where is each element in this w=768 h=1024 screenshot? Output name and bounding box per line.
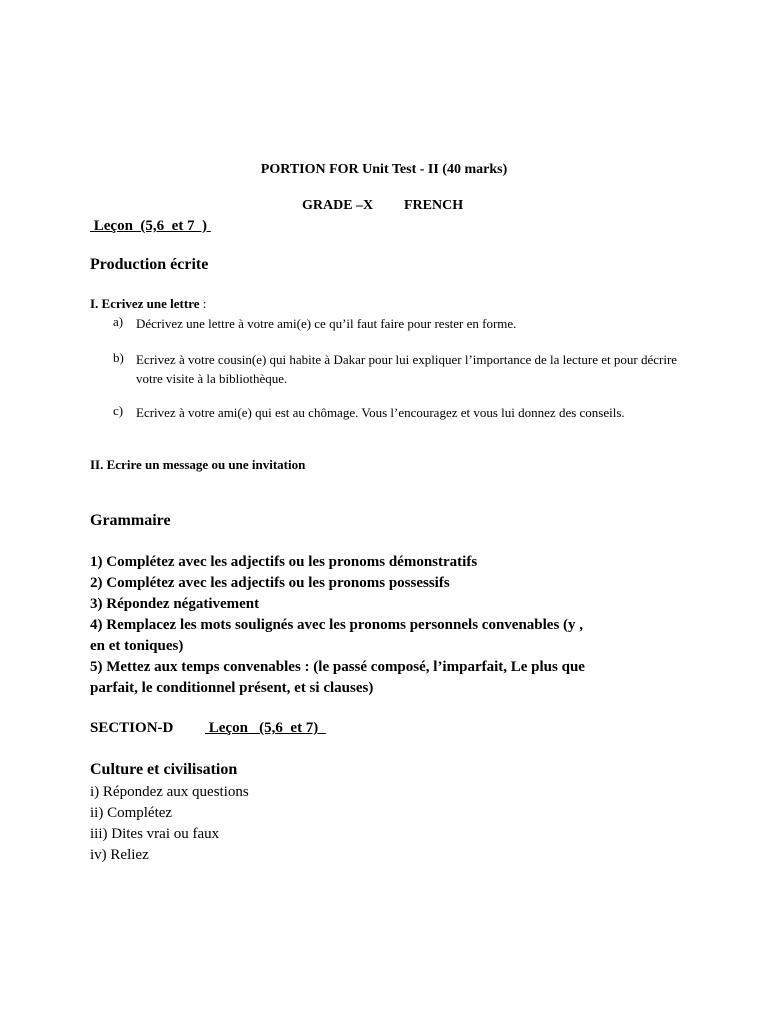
lecon-heading: Leçon (5,6 et 7 )	[90, 218, 211, 234]
culture-line-4: iv) Reliez	[90, 847, 149, 863]
section-2-heading: II. Ecrire un message ou une invitation	[90, 457, 306, 472]
grammar-line-5: 5) Mettez aux temps convenables : (le passé composé, l’imparfait, Le plus que	[90, 659, 585, 675]
section-d-lecon: Leçon (5,6 et 7)	[205, 720, 326, 736]
section-1-label: I. Ecrivez une lettre	[90, 296, 200, 311]
production-heading: Production écrite	[90, 256, 209, 273]
grammaire-heading: Grammaire	[90, 512, 171, 529]
grammar-line-4-cont: en et toniques)	[90, 638, 184, 654]
item-b-text: Ecrivez à votre cousin(e) qui habite à Dakar pour lui expliquer l’importance de la lecture et pour décrire votre visite à la bibliothèque.	[136, 352, 678, 386]
item-a-letter: a)	[113, 314, 124, 329]
culture-heading: Culture et civilisation	[90, 761, 238, 778]
item-b-letter: b)	[113, 350, 124, 365]
item-a-text: Décrivez une lettre à votre ami(e) ce qu’il faut faire pour rester en forme.	[136, 316, 517, 331]
grammar-line-3: 3) Répondez négativement	[90, 596, 260, 612]
section-1-colon: :	[199, 296, 207, 311]
culture-line-1: i) Répondez aux questions	[90, 784, 249, 800]
culture-line-3: iii) Dites vrai ou faux	[90, 826, 220, 842]
culture-line-2: ii) Complétez	[90, 805, 173, 821]
item-c-letter: c)	[113, 403, 124, 418]
grammar-line-2: 2) Complétez avec les adjectifs ou les pronoms possessifs	[90, 575, 450, 591]
grammar-line-1: 1) Complétez avec les adjectifs ou les pronoms démonstratifs	[90, 554, 478, 570]
grammar-line-5-cont: parfait, le conditionnel présent, et si clauses)	[90, 680, 374, 696]
grammar-line-4: 4) Remplacez les mots soulignés avec les pronoms personnels convenables (y ,	[90, 617, 584, 633]
section-1-heading	[90, 295, 206, 313]
subject-label: FRENCH	[404, 198, 464, 213]
page-title: PORTION FOR Unit Test - II (40 marks)	[260, 162, 508, 177]
section-d-label: SECTION-D	[90, 720, 174, 736]
grade-label: GRADE –X	[302, 198, 374, 213]
item-c-text: Ecrivez à votre ami(e) qui est au chômage. Vous l’encouragez et vous lui donnez des conseils.	[136, 405, 625, 420]
